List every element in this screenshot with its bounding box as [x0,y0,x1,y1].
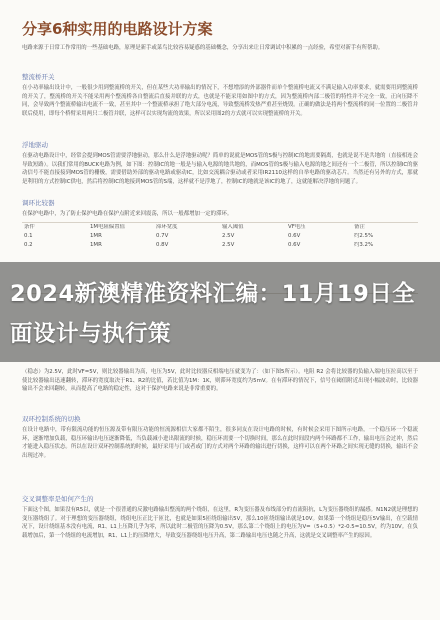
document-title: 分享6种实用的电路设计方案 [22,20,213,38]
section-paragraph: 在驱动电路设计中，经常会提到MOS管需要浮地驱动，那么什么是浮地驱动呢？简单的说就是MOS管的S极与控制IC的地需要隔离，也就是说不是共地的（直接相连会导致短路）。以我们常用的BUCK电路为例，如下图：控制IC的地一般是与输入电源的地共地的，而MOS管的S极与输入电源的地之间还有一个二极管，所以控制IC的驱动信号不能直接接到MOS管的栅极，需要借助外部的驱动电路或驱动IC，比如交流耦合驱动或者采用IR2110这样的自举电路的驱动芯片。当然还有另外的方式，那就是利用的方式控制IC供电，然后将控制IC的地接到MOS管的S端，这样就不是浮地了，控制IC的地就是该IC的地了，这就能解决浮地的问题了。 [22,153,418,185]
table-cell: 0.7V [156,233,169,239]
section-hysteresis-continued [22,368,418,397]
table-cell: VF电压 [288,224,306,230]
table-cell: 1MR [90,233,102,239]
table-cell: 条件 [24,224,35,230]
table-cell: 2.5V [222,242,235,248]
section-paragraph: 在设计电路中，带有限流功能的恒压源及带有限压功能的恒流源相信大家都不陌生，很多同友在设计电路的时候，有时候会采用下图所示电路，一个稳压环一个稳流环，逐渐增加负载，稳压环输出电压逐渐降低，当负载减小进出限流的时候，稳压环需要一个切换时间，那么在此时间段内两个环路都不工作，输出电压会过冲，然后才能进入稳压状态。所以在设计双环控制系统的时候，最好采用与门或者或门的方式对两个环路的输出进行切换，这样可以在两个环路之间实现无缝的切换，输出不会出现过冲。 [22,427,418,459]
intro-section [22,44,418,56]
table-cell: 输入阈值 [222,224,244,230]
table-row [22,232,418,241]
section-heading: 整流桥开关 [22,73,55,81]
section-heading: 双环控制系统的切换 [22,415,81,423]
table-cell: 0.2 [24,242,33,248]
section-heading: 浮地驱动 [22,141,48,149]
section-paragraph: 在保护电路中，为了防止保护电路在保护点附近来回震荡，所以一般都增加一定的滞环。 [22,211,233,217]
section-heading: 交叉调整率是如何产生的 [22,495,94,503]
table-cell: 2.5V [222,233,235,239]
table-cell: 0.8V [156,242,169,248]
section-dual-loop [22,414,418,463]
section-rectifier-bridge [22,72,418,121]
section-paragraph: （稳态）为2.5V，此时VF=5V，则比较器输出为高，电压为5V，此时比较器反相端电压就变为了：（如下图5所示）。电阻 R2 会将比较器的负输入端电压拉高以至于使比较器输出迅速翻转，滞环的宽度取决于R1、R2的比值，若比值为1M：1K，则滞环宽度约为5mV。在有滞环的情况下，信号在阈值附近出现小幅波动时，比较器输出不会来回翻转，从而提高了电路的稳定性，这对于保护电路来说是非常重要的。 [22,369,418,393]
intro-paragraph: 电路来源于日常工作常用的一些基础电路，原理是新手或菜鸟比较容易疑惑的基础概念，分享出来让日常调试中积累的一点经验，希望对新手有所帮助。 [22,45,384,51]
table-cell: 约2.5% [354,233,374,239]
section-hysteresis-comparator [22,198,418,222]
banner-headline: 2024新澳精准资料汇编：11月19日全面设计与执行策 [10,281,416,347]
table-cell: 1M电阻偏置值 [90,224,126,230]
section-cross-regulation [22,494,418,543]
section-floating-drive [22,140,418,189]
table-cell: 备注 [354,224,365,230]
section-heading: 调环比较器 [22,199,55,207]
section-paragraph: 下面这个图，如果没有R5以，就是一个很普通的反激电路输出整流的两个绕组，在这里，R为变压器及布线部分的直流阻抗，L为变压器绕组的漏感。N1N2就是理想的变压器绕组了。对于理想的变压器绕组，绕组电压正比于匝比，也就是如果5匝绕组输出5V，那么10匝绕组输出就是10V。如果第一个绕组是稳压5V输出，在空载情况下，设计绕组基本没有电流，R1、L1上压降几乎为零，所以此时二极管的压降为0.5V，那么第二个绕组上的电压为V=（5+0.5）*2-0.5=10.5V，约为10V。在负载增加后，第一个绕组的电流增加，R1、L1上的压降增大，导致变压器绕组电压升高，第二路输出电压也随之升高，这就是交叉调整率产生的原因。 [22,507,418,539]
table-cell: 滞环宽度 [156,224,178,230]
table-cell: 0.1 [24,233,33,239]
table-row [22,223,418,232]
table-cell: 1MR [90,242,102,248]
table-cell: 0.6V [288,242,301,248]
table-cell: 0.6V [288,233,301,239]
table-row [22,241,418,250]
section-paragraph: 在小功率输出设计中，一般很少用到整流桥的开关，但在某些大功率输出的情况下，不想增添的外部器件而单个整流桥电流又不满足输入功率要求，就需要用到整流桥的开关了，整流桥的开关不能采用两个整流桥各自整流后直接并联的方式，也就是不能采用如图中的方式，因为整流桥内部二极管的特性并不完全一致，正向压降不同，会导致两个整流桥输出电流不一致，甚至其中一个整流桥承担了绝大部分电流，导致整流桥发热严重甚至烧毁。正确的做法是将两个整流桥的同一位置的二极管并联后使用，即每个桥臂采用两只二极管并联，这样可以实现均流的效果，所以采用图2的方式就可以实现整流桥的开关。 [22,85,418,117]
table-cell: 约3.2% [354,242,374,248]
